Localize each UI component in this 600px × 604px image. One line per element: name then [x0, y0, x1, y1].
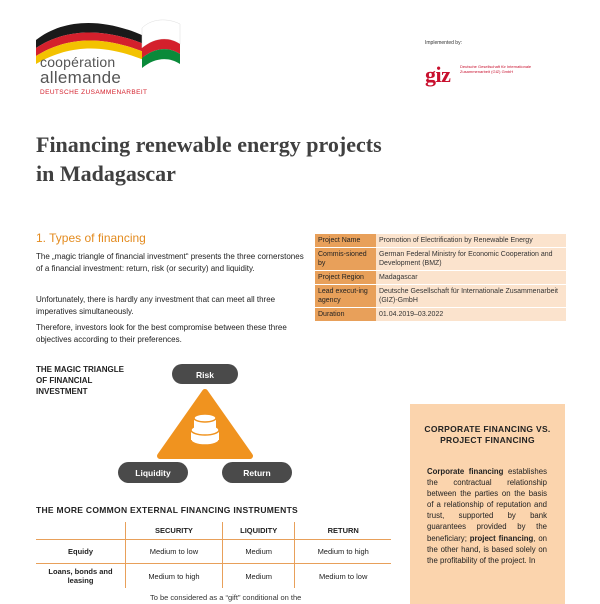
instruments-title: THE MORE COMMON EXTERNAL FINANCING INSTRUMENTS [36, 505, 299, 515]
giz-name: Deutsche Gesellschaft für Internationale Zusammenarbeit (GIZ) GmbH [460, 64, 532, 74]
coins-icon [191, 414, 219, 445]
table-cell: Medium [222, 540, 294, 564]
title-line-1: Financing renewable energy projects [36, 132, 382, 157]
table-row [315, 271, 566, 285]
project-key: Project Region [315, 271, 376, 285]
section-heading: 1. Types of financing [36, 231, 146, 245]
box-text-part: , on the other hand, is based solely on the profitability of the project. In [427, 533, 547, 565]
column-header: RETURN [295, 522, 391, 540]
table-row [315, 308, 566, 322]
project-key: Project Name [315, 234, 376, 248]
project-value: 01.04.2019–03.2022 [376, 308, 566, 322]
project-value: German Federal Ministry for Economic Cooperation and Development (BMZ) [376, 248, 566, 271]
paragraph-1: The „magic triangle of financial investment“ presents the three cornerstones of a financial investment: return, risk (or security) and liquidity. [36, 252, 304, 273]
project-key: Lead execut-ing agency [315, 285, 376, 308]
project-value: Promotion of Electrification by Renewable Energy [376, 234, 566, 248]
return-label: Return [243, 468, 271, 478]
column-header: LIQUIDITY [222, 522, 294, 540]
table-cell: Medium to low [126, 540, 223, 564]
table-cell: Medium to high [126, 564, 223, 589]
magic-triangle-diagram [110, 360, 310, 490]
table-row [315, 234, 566, 248]
giz-logo: giz [425, 62, 451, 87]
table-footnote: To be considered as a “gift” conditional on the [150, 593, 302, 602]
term-corporate-financing: Corporate financing [427, 467, 504, 476]
risk-label: Risk [196, 370, 214, 380]
table-cell: Medium to high [295, 540, 391, 564]
paragraph-2: Unfortunately, there is hardly any investment that can meet all three imperatives simultaneously. [36, 295, 276, 316]
row-header: Equidy [36, 540, 126, 564]
column-header: SECURITY [126, 522, 223, 540]
logo-line-cooperation: coopération [40, 54, 116, 70]
sidebar-box-title: CORPORATE FINANCING VS. PROJECT FINANCING [424, 424, 551, 445]
implemented-by-label: Implemented by: [425, 40, 462, 46]
table-cell: Medium [222, 564, 294, 589]
table-row [36, 564, 391, 589]
project-key: Duration [315, 308, 376, 322]
sidebar-box-text [427, 466, 547, 566]
table-header-row [36, 522, 391, 540]
row-header: Loans, bonds and leasing [36, 564, 126, 589]
term-project-financing: project financing [469, 533, 534, 543]
project-value: Deutsche Gesellschaft für Internationale Zusammenarbeit (GIZ)-GmbH [376, 285, 566, 308]
logo-line-allemande: allemande [40, 68, 122, 87]
liquidity-label: Liquidity [135, 468, 171, 478]
table-cell: Medium to low [295, 564, 391, 589]
logo-line-deutsche: DEUTSCHE ZUSAMMENARBEIT [40, 89, 148, 96]
title-line-2: in Madagascar [36, 161, 176, 186]
triangle-label: THE MAGIC TRIANGLE OF FINANCIAL INVESTMENT [36, 365, 124, 396]
table-row [315, 285, 566, 308]
page-title [36, 130, 456, 188]
project-value: Madagascar [376, 271, 566, 285]
project-info-table [315, 234, 566, 322]
column-header [36, 522, 126, 540]
table-row [36, 540, 391, 564]
instruments-table [36, 522, 391, 588]
paragraph-3: Therefore, investors look for the best compromise between these three objectives according to their preferences. [36, 323, 287, 344]
project-key: Commis-sioned by [315, 248, 376, 271]
box-text-part: establishes the contractual relationship between the parties on the basis of a relationship of reputation and trust, supported by bank guarantees provided by the beneficiary; [427, 467, 547, 543]
table-row [315, 248, 566, 271]
